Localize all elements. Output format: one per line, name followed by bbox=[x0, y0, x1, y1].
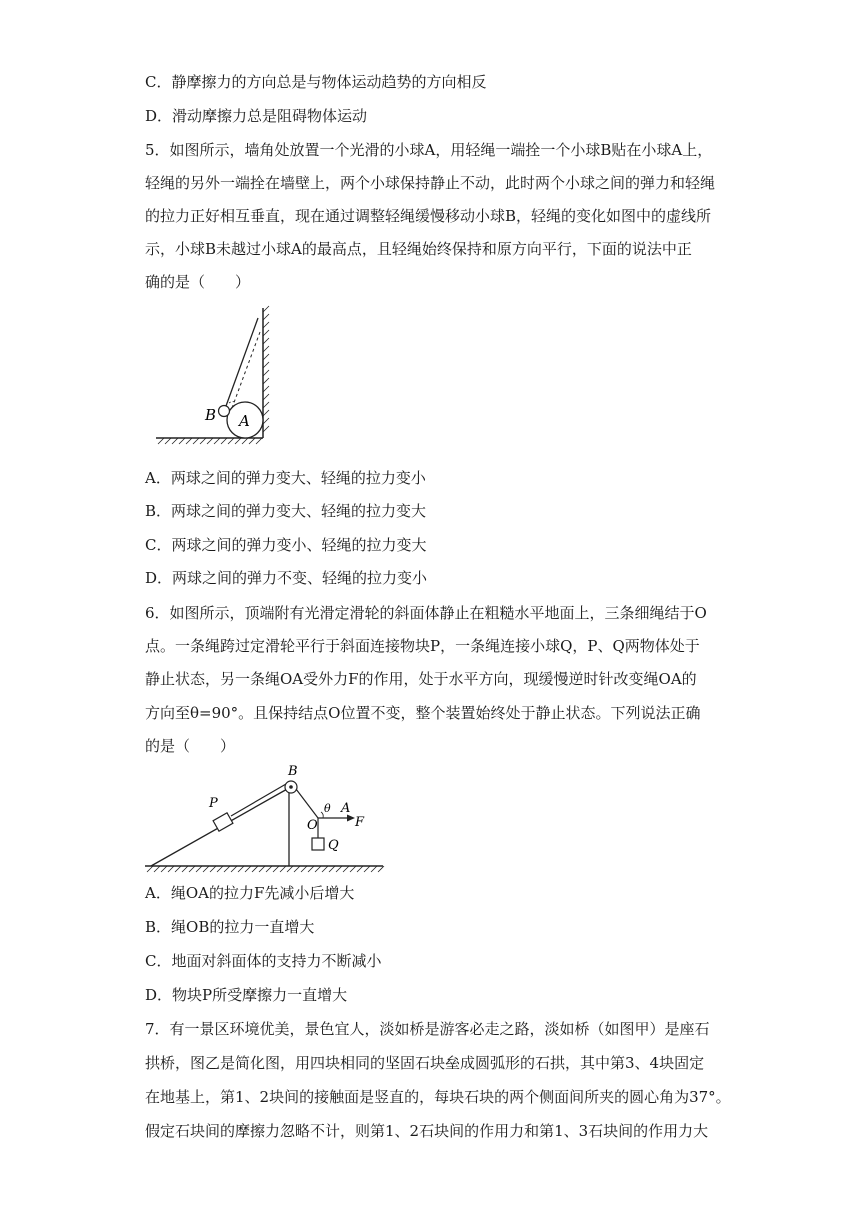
q4-option-c: C．静摩擦力的方向总是与物体运动趋势的方向相反 bbox=[145, 73, 487, 91]
theta-arc bbox=[321, 812, 323, 818]
q7-stem-line: 假定石块间的摩擦力忽略不计，则第1、2石块间的作用力和第1、3石块间的作用力大 bbox=[145, 1122, 709, 1140]
label-o: O bbox=[307, 818, 318, 833]
q7-stem-line: 拱桥，图乙是简化图，用四块相同的坚固石块垒成圆弧形的石拱，其中第3、4块固定 bbox=[145, 1054, 705, 1072]
rope-pb bbox=[231, 784, 286, 816]
q5-stem-line: 轻绳的另外一端拴在墙壁上，两个小球保持静止不动，此时两个小球之间的弹力和轻绳 bbox=[145, 174, 716, 192]
label-b: B bbox=[288, 764, 298, 779]
q5-option-b: B．两球之间的弹力变大、轻绳的拉力变大 bbox=[145, 502, 427, 520]
label-a: A bbox=[341, 801, 351, 816]
block-q bbox=[312, 838, 324, 850]
q5-stem-line: 5．如图所示，墙角处放置一个光滑的小球A，用轻绳一端拴一个小球B贴在小球A上， bbox=[145, 141, 713, 159]
q5-stem-line: 的拉力正好相互垂直，现在通过调整轻绳缓慢移动小球B，轻绳的变化如图中的虚线所 bbox=[145, 207, 712, 225]
ground-hatch bbox=[158, 438, 262, 444]
q6-stem-line: 静止状态，另一条绳OA受外力F的作用，处于水平方向，现缓慢逆时针改变绳OA的 bbox=[145, 670, 697, 688]
rope-bo bbox=[296, 789, 318, 818]
q5-figure bbox=[150, 302, 280, 452]
q5-stem-line: 确的是（ ） bbox=[145, 273, 251, 291]
q6-option-a: A．绳OA的拉力F先减小后增大 bbox=[145, 884, 355, 902]
q7-stem-line: 在地基上，第1、2块间的接触面是竖直的，每块石块的两个侧面间所夹的圆心角为37°。 bbox=[145, 1088, 731, 1106]
pulley-axle bbox=[289, 785, 293, 789]
label-p: P bbox=[209, 796, 218, 811]
q5-stem-line: 示，小球B未越过小球A的最高点，且轻绳始终保持和原方向平行，下面的说法中正 bbox=[145, 240, 692, 258]
q6-stem-line: 方向至θ=90°。且保持结点O位置不变，整个装置始终处于静止状态。下列说法正确 bbox=[145, 704, 701, 722]
rope bbox=[226, 318, 258, 406]
angle-mark bbox=[229, 402, 236, 404]
block-p bbox=[213, 813, 233, 831]
q6-option-c: C．地面对斜面体的支持力不断减小 bbox=[145, 952, 382, 970]
label-a: A bbox=[239, 412, 250, 430]
q4-option-d: D．滑动摩擦力总是阻碍物体运动 bbox=[145, 107, 368, 125]
label-q: Q bbox=[328, 838, 339, 853]
ground-hatch bbox=[147, 866, 384, 872]
ball-b bbox=[219, 406, 230, 417]
q7-stem-line: 7．有一景区环境优美，景色宜人，淡如桥是游客必走之路，淡如桥（如图甲）是座石 bbox=[145, 1020, 710, 1038]
q5-option-a: A．两球之间的弹力变大、轻绳的拉力变小 bbox=[145, 469, 426, 487]
q6-option-d: D．物块P所受摩擦力一直增大 bbox=[145, 986, 348, 1004]
label-f: F bbox=[355, 815, 365, 830]
q5-option-c: C．两球之间的弹力变小、轻绳的拉力变大 bbox=[145, 536, 427, 554]
q5-option-d: D．两球之间的弹力不变、轻绳的拉力变小 bbox=[145, 569, 428, 587]
label-theta: θ bbox=[324, 802, 331, 815]
label-b: B bbox=[205, 406, 217, 424]
q6-stem-line: 6．如图所示，顶端附有光滑定滑轮的斜面体静止在粗糙水平地面上，三条细绳结于O bbox=[145, 604, 707, 622]
wall-hatch bbox=[263, 306, 269, 432]
rope-dashed bbox=[232, 332, 260, 408]
q6-option-b: B．绳OB的拉力一直增大 bbox=[145, 918, 315, 936]
q6-figure bbox=[143, 760, 403, 878]
q6-stem-line: 点。一条绳跨过定滑轮平行于斜面连接物块P，一条绳连接小球Q，P、Q两物体处于 bbox=[145, 637, 700, 655]
q6-stem-line: 的是（ ） bbox=[145, 737, 236, 755]
